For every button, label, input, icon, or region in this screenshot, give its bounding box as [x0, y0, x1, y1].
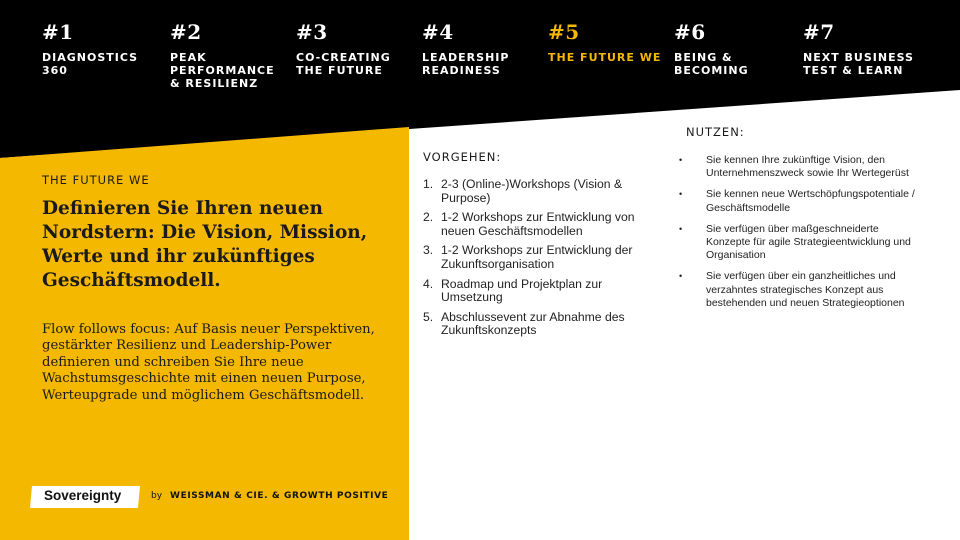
partner-byline [151, 491, 388, 501]
list-item-text: Sie verfügen über maßgeschneiderte Konzepte für agile Strategieentwicklung und Organisation [706, 222, 911, 262]
nav-label: LEADERSHIP READINESS [422, 51, 510, 77]
section-kicker: THE FUTURE WE [42, 173, 150, 187]
nutzen-title: NUTZEN: [686, 125, 745, 139]
list-item [423, 178, 658, 205]
list-item [679, 270, 924, 310]
vorgehen-title: VORGEHEN: [423, 150, 502, 164]
nav-label: NEXT BUSINESS TEST & LEARN [803, 51, 914, 77]
list-item-text: 2-3 (Online-)Workshops (Vision & Purpose) [441, 177, 623, 205]
nav-item-peak-performance[interactable] [170, 20, 295, 90]
list-item [423, 278, 658, 305]
nav-label: DIAGNOSTICS 360 [42, 51, 139, 77]
list-item-text: Sie kennen Ihre zukünftige Vision, den Unternehmenszweck sowie Ihr Wertegerüst [706, 154, 909, 180]
list-item-text: Sie kennen neue Wertschöpfungspotentiale / Geschäftsmodelle [706, 188, 915, 214]
list-item-text: 1-2 Workshops zur Entwicklung der Zukunftsorganisation [441, 243, 633, 271]
list-item [679, 223, 924, 263]
nutzen-list [679, 154, 924, 318]
sovereignty-logo: Sovereignty [44, 488, 122, 503]
list-item-number: 2. [423, 210, 434, 225]
nav-item-co-creating[interactable] [296, 20, 421, 77]
bullet-icon: • [679, 155, 683, 165]
nav-item-being-becoming[interactable] [674, 20, 799, 77]
bullet-icon: • [679, 189, 683, 200]
section-body: Flow follows focus: Auf Basis neuer Perspektiven, gestärkter Resilienz und Leadership-Power definieren und schreiben Sie Ihre neue Wachstumsgeschichte mit einen neuen Purpose, Werteupgrade und möglichem Geschäftsmodell. [42, 322, 375, 403]
nav-number: #7 [803, 20, 835, 44]
nav-number: #4 [422, 20, 454, 44]
list-item [423, 311, 658, 338]
list-item [423, 211, 658, 238]
bullet-icon: • [679, 223, 683, 234]
nav-number: #2 [170, 20, 202, 44]
list-item-number: 1. [423, 177, 434, 191]
nav-item-future-we[interactable] [548, 20, 673, 64]
vorgehen-list [423, 178, 658, 344]
list-item-text: Roadmap und Projektplan zur Umsetzung [441, 276, 603, 305]
bullet-icon: • [679, 271, 683, 282]
nav-label: CO-CREATING THE FUTURE [296, 51, 391, 77]
list-item [679, 188, 924, 214]
list-item-number: 5. [423, 309, 434, 324]
nav-label: THE FUTURE WE [548, 51, 662, 64]
nav-label: PEAK PERFORMANCE & RESILIENZ [170, 51, 275, 90]
nav-number: #1 [42, 20, 74, 44]
list-item-text: Abschlussevent zur Abnahme des Zukunftskonzepts [441, 309, 625, 338]
nav-label: BEING & BECOMING [674, 51, 749, 77]
byline-partners: WEISSMAN & CIE. & GROWTH POSITIVE [170, 491, 389, 501]
nav-number: #3 [296, 20, 328, 44]
list-item-text: 1-2 Workshops zur Entwicklung von neuen Geschäftsmodellen [441, 210, 635, 238]
list-item [679, 154, 924, 180]
nav-item-leadership[interactable] [422, 20, 547, 77]
nav-item-next-business[interactable] [803, 20, 928, 77]
nav-number: #6 [674, 20, 706, 44]
list-item [423, 244, 658, 271]
list-item-number: 3. [423, 243, 434, 258]
byline-by: by [151, 491, 163, 501]
section-heading: Definieren Sie Ihren neuen Nordstern: Die Vision, Mission, Werte und ihr zukünftiges Geschäftsmodell. [42, 198, 368, 291]
nav-item-diagnostics[interactable] [42, 20, 167, 77]
list-item-number: 4. [423, 276, 434, 291]
nav-number: #5 [548, 20, 580, 44]
list-item-text: Sie verfügen über ein ganzheitliches und verzahntes strategisches Konzept aus bestehenden und neuen Strategieoptionen [706, 270, 905, 309]
